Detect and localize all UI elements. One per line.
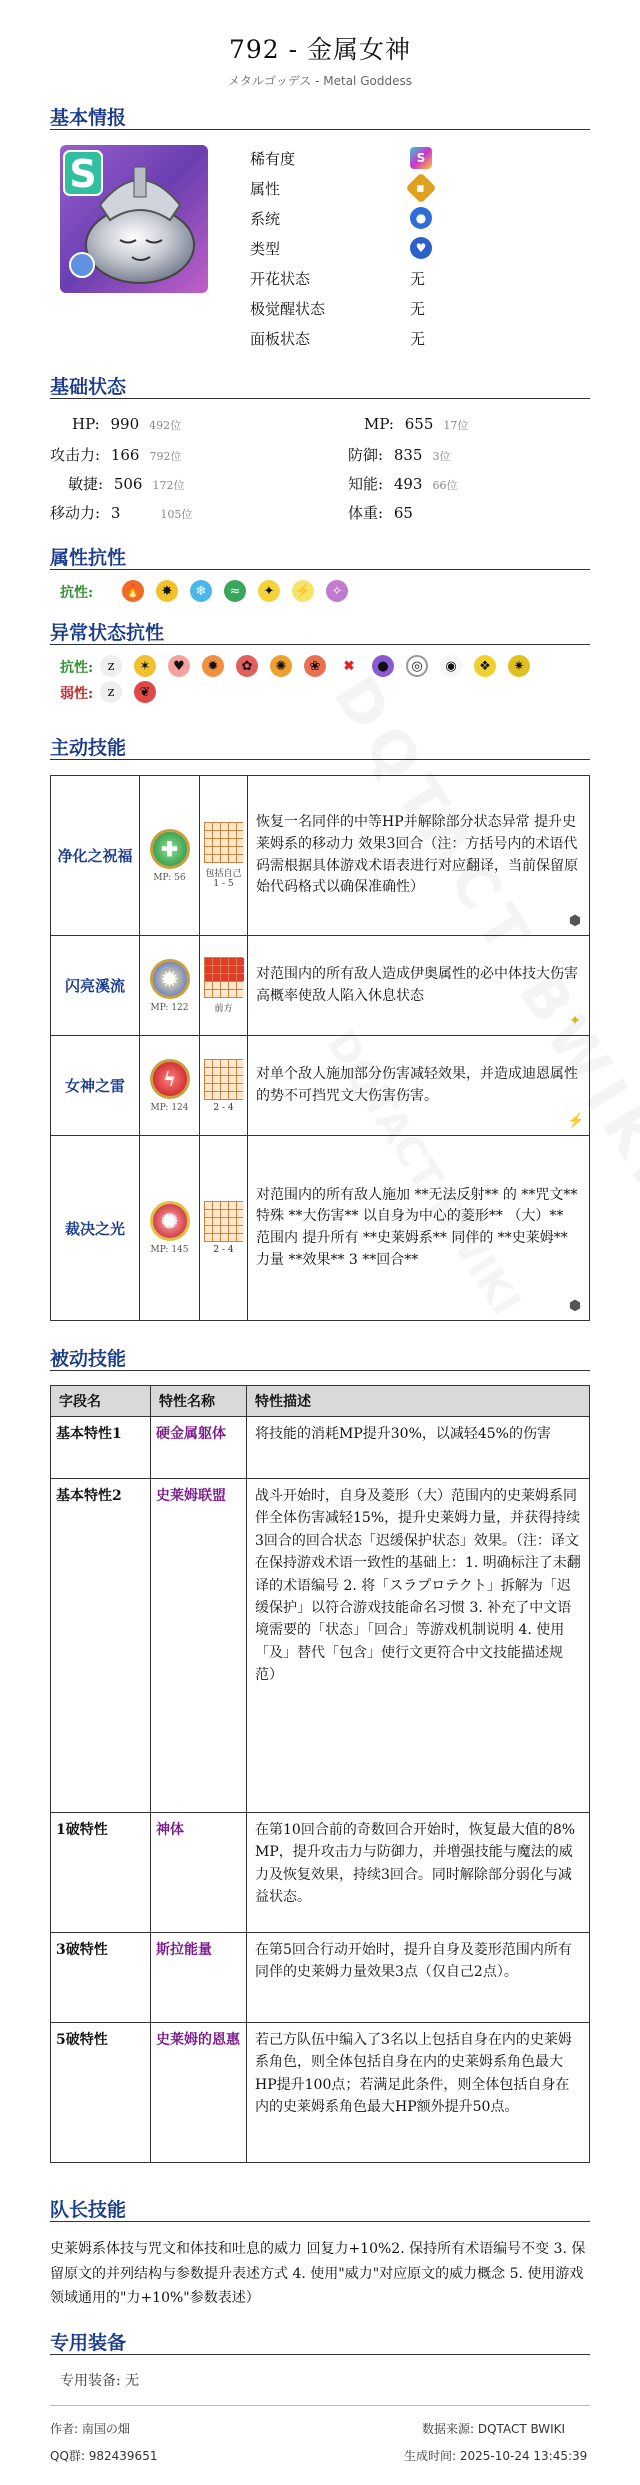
status-resist-label: 抗性:	[60, 660, 94, 676]
skill-range-cell	[200, 1136, 248, 1321]
paralysis-icon: ✹	[202, 655, 224, 677]
section-title-passive: 被动技能	[50, 1348, 127, 1370]
stat-agi	[68, 473, 184, 494]
divider	[50, 2354, 590, 2355]
passive-slot: 基本特性1	[51, 1417, 151, 1479]
skill-icon-cell	[140, 936, 200, 1036]
divider	[50, 644, 590, 645]
skill-desc-text: 对范围内的所有敌人施加 **无法反射** 的 **咒文** 特殊 **大伤害** 以自身为中心的菱形** （大）** 范围内 提升所有 **史莱姆系** 同伴的 **史莱姆** 力量 **效果** 3 **回合**	[256, 1186, 578, 1268]
info-value: 无	[410, 299, 426, 318]
passive-row	[51, 2023, 590, 2163]
column-header: 特性描述	[247, 1386, 590, 1417]
stat-label: 体重:	[348, 504, 384, 522]
stat-wt	[348, 502, 413, 523]
stat-value: 506	[113, 475, 143, 493]
column-header: 字段名	[51, 1386, 151, 1417]
skill-mp: MP: 145	[150, 1245, 189, 1255]
skill-range-sub: 1 - 5	[213, 879, 234, 889]
passive-desc: 若己方队伍中编入了3名以上包括自身在内的史莱姆系角色，则全体包括自身在内的史莱姆系角色最大HP提升100点；若满足此条件，则全体包括自身在内的史莱姆系角色最大HP额外提升50点。	[247, 2023, 590, 2163]
skill-row	[51, 1136, 590, 1321]
explosion-icon: ✸	[156, 580, 178, 602]
footer-time: 生成时间: 2025-10-24 13:45:39	[404, 2449, 588, 2463]
footer-source: 数据来源: DQTACT BWIKI	[422, 2422, 566, 2436]
skill-name: 女神之雷	[51, 1036, 140, 1136]
sleep-icon: z	[100, 655, 122, 677]
stat-rank: 66位	[432, 479, 458, 492]
stat-mov	[50, 502, 192, 523]
blood-icon: ❦	[134, 681, 156, 703]
skill-row	[51, 776, 590, 936]
info-label: 类型	[250, 239, 281, 258]
curse-icon: ●	[372, 655, 394, 677]
heal-skill-icon: ✚	[150, 829, 190, 869]
stat-rank: 172位	[152, 479, 185, 492]
passive-desc: 将技能的消耗MP提升30%，以减轻45%的伤害	[247, 1417, 590, 1479]
skill-description	[248, 1036, 590, 1136]
fire-icon: 🔥	[122, 580, 144, 602]
judgement-skill-icon: ✺	[150, 1201, 190, 1241]
stat-value: 3	[110, 504, 121, 522]
stat-label: 敏捷:	[68, 475, 104, 493]
equipment-text: 专用装备: 无	[60, 2373, 140, 2389]
light-type-icon: ✦	[569, 1013, 581, 1029]
monster-portrait	[60, 145, 208, 293]
system-icon: ●	[410, 207, 432, 229]
info-row-system	[250, 203, 432, 233]
skill-row	[51, 936, 590, 1036]
skill-name: 闪亮溪流	[51, 936, 140, 1036]
passive-desc: 在第5回合行动开始时，提升自身及菱形范围内所有同伴的史莱姆力量效果3点（仅自己2点）。	[247, 1933, 590, 2023]
passive-name: 硬金属躯体	[151, 1417, 247, 1479]
stat-rank: 792位	[149, 450, 182, 463]
divider	[50, 759, 590, 760]
skill-icon-cell	[140, 1036, 200, 1136]
passive-row	[51, 1813, 590, 1933]
info-row-rarity	[250, 143, 432, 173]
skill-desc-text: 恢复一名同伴的中等HP并解除部分状态异常 提升史莱姆系的移动力 效果3回合（注：方括号内的术语代码需根据具体游戏术语表进行对应翻译，当前保留原始代码格式以确保准确性）	[256, 814, 578, 896]
skill-range-label: 包括自己	[205, 869, 242, 879]
skill-icon-cell	[140, 776, 200, 936]
section-title-stats: 基础状态	[50, 376, 127, 398]
section-title-basic: 基本情报	[50, 107, 127, 129]
skill-range-sub: 2 - 4	[213, 1102, 234, 1113]
page-title: 792 - 金属女神	[228, 35, 412, 64]
skill-description	[248, 936, 590, 1036]
skill-icon-cell	[140, 1136, 200, 1321]
stat-rank: 105位	[160, 508, 193, 521]
stat-label: HP:	[72, 415, 100, 433]
skill-range-cell	[200, 776, 248, 936]
passive-row	[51, 1417, 590, 1479]
leader-skill-text: 史莱姆系体技与咒文和体技和吐息的威力 回复力+10%2. 保持所有术语编号不变 3. 保留原文的并列结构与参数提升表述方式 4. 使用"威力"对应原文的威力概念 5. 使用游戏领域通用的"力+10%"参数表述）	[50, 2241, 586, 2306]
cross-icon: ✖	[338, 655, 360, 677]
footer-qq: QQ群: 982439651	[50, 2449, 158, 2463]
passive-slot: 基本特性2	[51, 1479, 151, 1813]
active-skills-table	[50, 775, 590, 1321]
passive-desc: 在第10回合前的奇数回合开始时，恢复最大值的8% MP，提升攻击力与防御力，并增强技能与魔法的威力及恢复效果，持续3回合。同时解除部分弱化与减益状态。	[247, 1813, 590, 1933]
seal-icon: ✿	[236, 655, 258, 677]
passive-row	[51, 1933, 590, 2023]
passive-name: 斯拉能量	[151, 1933, 247, 2023]
type-icon: ♥	[410, 237, 432, 259]
page-header	[0, 0, 640, 89]
section-title-equipment: 专用装备	[50, 2332, 127, 2354]
passive-name: 史莱姆的恩惠	[151, 2023, 247, 2163]
passive-slot: 3破特性	[51, 1933, 151, 2023]
stat-value: 493	[393, 475, 423, 493]
range-grid	[204, 822, 243, 863]
skill-mp: MP: 56	[153, 872, 186, 883]
skill-name: 净化之祝福	[51, 776, 140, 936]
stat-mp	[364, 415, 468, 433]
stat-int	[348, 473, 457, 494]
poison-icon: ❀	[304, 655, 326, 677]
stat-label: 防御:	[348, 446, 384, 464]
passive-desc: 战斗开始时，自身及菱形（大）范围内的史莱姆系同伴全体伤害减轻15%，提升史莱姆力量，并获得持续3回合的回合状态「迟缓保护状态」效果。（注：译文在保持游戏术语一致性的基础上：1. 明确标注了未翻译的术语编号 2. 将「スラプロテクト」拆解为「迟缓保护」以符合游戏技能命名习惯 3. 补充了中文语境需要的「状态」「回合」等游戏机制说明 4. 使用「及」替代「包含」使行文更符合中文技能描述规范）	[247, 1479, 590, 1813]
skill-mp: MP: 124	[150, 1102, 189, 1113]
stat-label: 知能:	[348, 475, 384, 493]
range-grid	[204, 1059, 243, 1100]
section-title-active: 主动技能	[50, 737, 127, 759]
stat-value: 65	[393, 504, 413, 522]
fear-icon: ✺	[270, 655, 292, 677]
skill-desc-text: 对范围内的所有敌人造成伊奥属性的必中体技大伤害 高概率使敌人陷入休息状态	[256, 965, 578, 1004]
section-title-leader: 队长技能	[50, 2199, 127, 2221]
stat-value: 835	[393, 446, 423, 464]
range-grid	[204, 1201, 243, 1242]
skill-description	[248, 776, 590, 936]
stat-hp	[72, 415, 181, 433]
orb-icon: ◉	[440, 655, 462, 677]
physical-type-icon: ⬢	[568, 1298, 582, 1314]
info-label: 系统	[250, 209, 281, 228]
skill-range-sub: 2 - 4	[213, 1245, 234, 1255]
svg-text:S: S	[69, 152, 97, 196]
ice-icon: ❄	[190, 580, 212, 602]
skill-range-cell	[200, 936, 248, 1036]
stat-value: 990	[110, 415, 140, 433]
info-row-bloom	[250, 263, 432, 293]
stat-value: 166	[110, 446, 140, 464]
thunder-icon: ⚡	[292, 580, 314, 602]
thunder-skill-icon: ϟ	[150, 1059, 190, 1099]
passive-name: 史莱姆联盟	[151, 1479, 247, 1813]
stun-icon: ❖	[474, 655, 496, 677]
skill-mp: MP: 122	[150, 1002, 189, 1013]
skill-row	[51, 1036, 590, 1136]
ring-icon: ◎	[406, 655, 428, 677]
dark-icon: ✧	[326, 580, 348, 602]
divider	[50, 2221, 590, 2222]
divider	[50, 569, 590, 570]
rarity-s-icon: S	[410, 147, 432, 169]
stat-label: MP:	[364, 415, 394, 433]
info-label: 稀有度	[250, 149, 296, 168]
info-row-attribute	[250, 173, 432, 203]
skill-description	[248, 1136, 590, 1321]
info-row-type	[250, 233, 432, 263]
passive-name: 神体	[151, 1813, 247, 1933]
instant-death-icon: ✷	[508, 655, 530, 677]
thunder-type-icon: ⚡	[567, 1113, 585, 1129]
info-label: 开花状态	[250, 269, 311, 288]
divider	[50, 2405, 590, 2406]
basic-info-list	[250, 143, 432, 353]
sleep-icon: z	[100, 681, 122, 703]
range-grid	[204, 957, 243, 998]
info-row-panel	[250, 323, 432, 353]
page-subtitle: メタルゴッデス - Metal Goddess	[228, 74, 412, 88]
passive-skills-table	[50, 1385, 590, 2163]
light-icon: ✦	[258, 580, 280, 602]
sparkle-skill-icon: ✹	[150, 959, 190, 999]
passive-slot: 1破特性	[51, 1813, 151, 1933]
passive-row	[51, 1479, 590, 1813]
wind-icon: ≈	[224, 580, 246, 602]
passive-header-row	[51, 1386, 590, 1417]
info-row-awaken	[250, 293, 432, 323]
stat-rank: 3位	[432, 450, 451, 463]
skill-range-label: 前方	[214, 1004, 233, 1014]
stat-value: 655	[404, 415, 434, 433]
charm-icon: ♥	[168, 655, 190, 677]
physical-type-icon: ⬢	[568, 913, 582, 929]
info-label: 面板状态	[250, 329, 311, 348]
stat-label: 移动力:	[50, 504, 101, 522]
section-title-resistance: 属性抗性	[50, 547, 127, 569]
attribute-icon: ◆	[405, 172, 436, 203]
stat-rank: 492位	[149, 419, 182, 432]
confuse-icon: ✶	[134, 655, 156, 677]
divider	[50, 398, 590, 399]
info-value: 无	[410, 329, 426, 348]
skill-desc-text: 对单个敌人施加部分伤害减轻效果，并造成迪恩属性的势不可挡咒文大伤害伤害。	[256, 1065, 578, 1104]
skill-range-cell	[200, 1036, 248, 1136]
divider	[50, 129, 590, 130]
column-header: 特性名称	[151, 1386, 247, 1417]
info-label: 属性	[250, 179, 281, 198]
stat-atk	[50, 444, 181, 465]
resistance-label: 抗性:	[60, 585, 94, 601]
divider	[50, 1370, 590, 1371]
section-title-status: 异常状态抗性	[50, 622, 165, 644]
passive-slot: 5破特性	[51, 2023, 151, 2163]
footer-author: 作者: 南国の畑	[50, 2422, 130, 2436]
stat-label: 攻击力:	[50, 446, 101, 464]
stat-def	[348, 444, 450, 465]
info-label: 极觉醒状态	[250, 299, 326, 318]
stat-rank: 17位	[443, 419, 469, 432]
info-value: 无	[410, 269, 426, 288]
skill-name: 裁决之光	[51, 1136, 140, 1321]
status-weak-label: 弱性:	[60, 686, 94, 702]
